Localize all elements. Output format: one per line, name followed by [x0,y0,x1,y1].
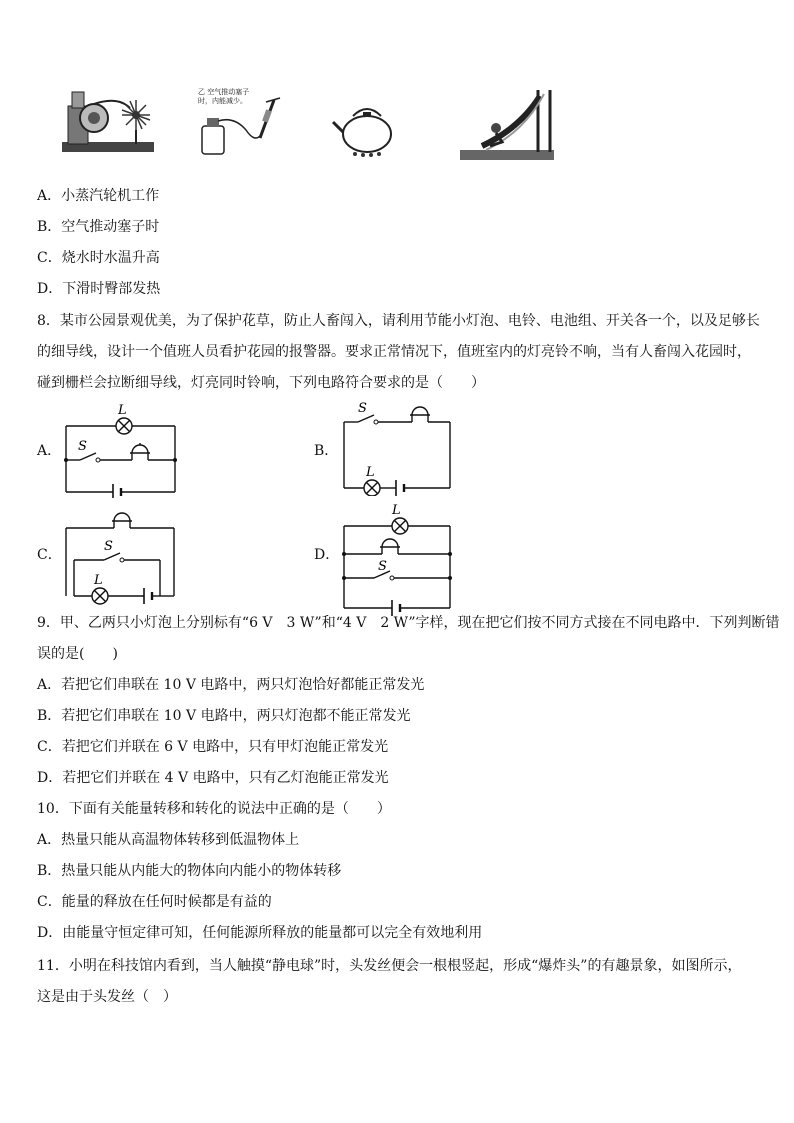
lamp-label: L [118,403,127,418]
kettle-image [331,98,403,158]
switch-label: S [378,559,387,574]
air-stopper-image [194,86,284,158]
circuit-diagram-b [340,400,456,496]
switch-label: S [358,401,367,416]
lamp-label: L [94,573,103,588]
q8-option-c-label: C． [37,547,62,563]
lamp-label: L [366,465,375,480]
q10-option-d: D．由能量守恒定律可知，任何能源所释放的能量都可以完全有效地利用 [37,925,483,941]
q10-stem: 10．下面有关能量转移和转化的说法中正确的是（ ） [37,801,391,817]
q9-option-b: B．若把它们串联在 10 V 电路中，两只灯泡都不能正常发光 [37,708,411,724]
q9-stem-line: 误的是( ) [37,646,118,662]
q10-option-c: C．能量的释放在任何时候都是有益的 [37,894,272,910]
q7-option-c: C．烧水时水温升高 [37,250,160,266]
steam-turbine-image [58,86,158,164]
q9-option-c: C．若把它们并联在 6 V 电路中，只有甲灯泡能正常发光 [37,739,389,755]
q11-stem-line: 11．小明在科技馆内看到，当人触摸“静电球”时，头发丝便会一根根竖起，形成“爆炸头”的有趣景象，如图所示， [37,958,742,974]
q7-option-d: D．下滑时臀部发热 [37,281,161,297]
q10-option-a: A．热量只能从高温物体转移到低温物体上 [37,832,300,848]
q10-option-b: B．热量只能从内能大的物体向内能小的物体转移 [37,863,342,879]
image-caption: 乙 空气推动塞子 时，内能减少。 [198,88,250,105]
q8-stem-line: 的细导线，设计一个值班人员看护花园的报警器。要求正常情况下，值班室内的灯亮铃不响，当有人畜闯入花园时， [37,344,751,360]
circuit-diagram-a [60,398,184,498]
q7-option-b: B．空气推动塞子时 [37,219,160,235]
q8-option-a-label: A． [37,443,62,459]
q8-option-d-label: D． [314,547,340,563]
q8-option-b-label: B． [314,443,339,459]
lamp-label: L [392,504,401,518]
q8-stem-line: 碰到栅栏会拉断细导线，灯亮同时铃响，下列电路符合要求的是（ ） [37,375,485,391]
switch-label: S [104,539,113,554]
q9-stem-line: 9．甲、乙两只小灯泡上分别标有“6 V 3 W”和“4 V 2 W”字样，现在把它们按不同方式接在不同电路中．下列判断错 [37,615,780,631]
q11-stem-line: 这是由于头发丝（ ） [37,989,177,1005]
q9-option-a: A．若把它们串联在 10 V 电路中，两只灯泡恰好都能正常发光 [37,677,425,693]
q9-option-d: D．若把它们并联在 4 V 电路中，只有乙灯泡能正常发光 [37,770,389,786]
circuit-diagram-c [60,512,184,608]
switch-label: S [78,439,87,454]
q7-option-a: A．小蒸汽轮机工作 [37,188,160,204]
circuit-diagram-d [340,504,456,616]
q8-stem-line: 8．某市公园景观优美，为了保护花草，防止人畜闯入，请利用节能小灯泡、电铃、电池组、开关各一个，以及足够长 [37,313,760,329]
slide-image [460,88,554,160]
